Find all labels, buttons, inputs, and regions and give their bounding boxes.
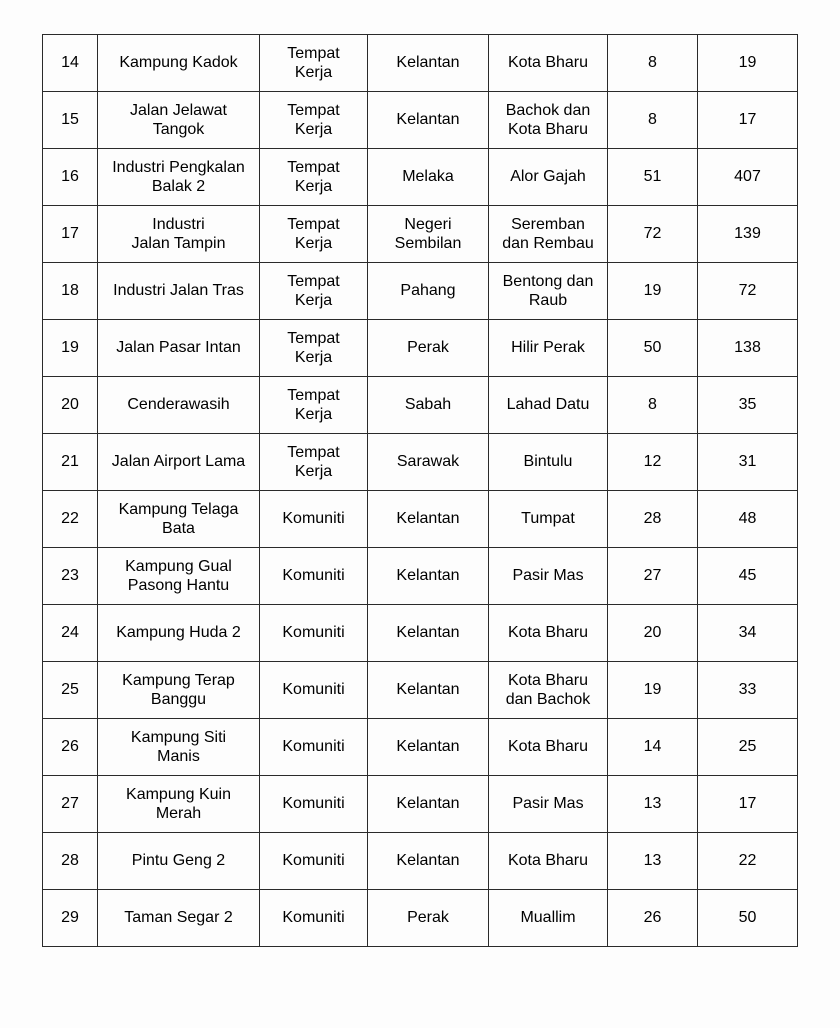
- row-number: 27: [43, 776, 98, 833]
- table-row: [43, 548, 798, 605]
- cluster-state: Sarawak: [368, 434, 489, 491]
- cluster-value-a: 19: [608, 662, 698, 719]
- row-number: 15: [43, 92, 98, 149]
- table-row: [43, 662, 798, 719]
- cluster-state: Kelantan: [368, 833, 489, 890]
- cluster-name: Jalan Jelawat Tangok: [98, 92, 260, 149]
- cluster-category: Komuniti: [260, 833, 368, 890]
- cluster-name: Taman Segar 2: [98, 890, 260, 947]
- cluster-name: Cenderawasih: [98, 377, 260, 434]
- cluster-name: Kampung Kuin Merah: [98, 776, 260, 833]
- cluster-category: Tempat Kerja: [260, 92, 368, 149]
- cluster-value-a: 8: [608, 377, 698, 434]
- cluster-value-b: 72: [698, 263, 798, 320]
- cluster-state: Kelantan: [368, 92, 489, 149]
- cluster-name: Jalan Pasar Intan: [98, 320, 260, 377]
- cluster-state: Kelantan: [368, 491, 489, 548]
- table-row: [43, 434, 798, 491]
- row-number: 25: [43, 662, 98, 719]
- cluster-value-a: 50: [608, 320, 698, 377]
- cluster-category: Komuniti: [260, 605, 368, 662]
- row-number: 14: [43, 35, 98, 92]
- cluster-state: Kelantan: [368, 35, 489, 92]
- cluster-name: Industri Pengkalan Balak 2: [98, 149, 260, 206]
- cluster-district: Pasir Mas: [489, 548, 608, 605]
- cluster-value-b: 33: [698, 662, 798, 719]
- table-row: [43, 263, 798, 320]
- cluster-category: Komuniti: [260, 491, 368, 548]
- cluster-category: Tempat Kerja: [260, 149, 368, 206]
- cluster-state: Negeri Sembilan: [368, 206, 489, 263]
- cluster-district: Muallim: [489, 890, 608, 947]
- table-row: [43, 833, 798, 890]
- cluster-value-b: 139: [698, 206, 798, 263]
- cluster-state: Kelantan: [368, 719, 489, 776]
- cluster-value-b: 50: [698, 890, 798, 947]
- table-row: [43, 35, 798, 92]
- cluster-name: Industri Jalan Tampin: [98, 206, 260, 263]
- row-number: 17: [43, 206, 98, 263]
- cluster-value-a: 28: [608, 491, 698, 548]
- cluster-category: Komuniti: [260, 890, 368, 947]
- cluster-district: Pasir Mas: [489, 776, 608, 833]
- row-number: 23: [43, 548, 98, 605]
- table-row: [43, 149, 798, 206]
- cluster-district: Kota Bharu dan Bachok: [489, 662, 608, 719]
- cluster-table: [42, 34, 798, 947]
- cluster-value-b: 407: [698, 149, 798, 206]
- cluster-value-a: 72: [608, 206, 698, 263]
- cluster-value-b: 48: [698, 491, 798, 548]
- cluster-name: Kampung Terap Banggu: [98, 662, 260, 719]
- cluster-district: Kota Bharu: [489, 833, 608, 890]
- cluster-name: Industri Jalan Tras: [98, 263, 260, 320]
- row-number: 20: [43, 377, 98, 434]
- cluster-value-b: 19: [698, 35, 798, 92]
- cluster-state: Pahang: [368, 263, 489, 320]
- cluster-category: Komuniti: [260, 548, 368, 605]
- cluster-district: Seremban dan Rembau: [489, 206, 608, 263]
- cluster-state: Perak: [368, 890, 489, 947]
- cluster-district: Kota Bharu: [489, 719, 608, 776]
- cluster-category: Tempat Kerja: [260, 35, 368, 92]
- cluster-name: Jalan Airport Lama: [98, 434, 260, 491]
- table-row: [43, 890, 798, 947]
- cluster-value-a: 27: [608, 548, 698, 605]
- row-number: 24: [43, 605, 98, 662]
- cluster-category: Komuniti: [260, 776, 368, 833]
- cluster-category: Tempat Kerja: [260, 320, 368, 377]
- table-row: [43, 605, 798, 662]
- table-row: [43, 206, 798, 263]
- cluster-district: Hilir Perak: [489, 320, 608, 377]
- cluster-value-b: 31: [698, 434, 798, 491]
- cluster-district: Kota Bharu: [489, 35, 608, 92]
- cluster-district: Bentong dan Raub: [489, 263, 608, 320]
- table-row: [43, 719, 798, 776]
- cluster-district: Lahad Datu: [489, 377, 608, 434]
- cluster-state: Melaka: [368, 149, 489, 206]
- cluster-name: Kampung Telaga Bata: [98, 491, 260, 548]
- cluster-category: Komuniti: [260, 662, 368, 719]
- cluster-value-a: 26: [608, 890, 698, 947]
- cluster-value-a: 8: [608, 92, 698, 149]
- cluster-state: Sabah: [368, 377, 489, 434]
- cluster-name: Kampung Huda 2: [98, 605, 260, 662]
- cluster-value-b: 138: [698, 320, 798, 377]
- cluster-state: Kelantan: [368, 662, 489, 719]
- cluster-category: Tempat Kerja: [260, 434, 368, 491]
- cluster-value-b: 25: [698, 719, 798, 776]
- cluster-value-a: 12: [608, 434, 698, 491]
- row-number: 29: [43, 890, 98, 947]
- cluster-category: Tempat Kerja: [260, 206, 368, 263]
- cluster-value-b: 45: [698, 548, 798, 605]
- row-number: 19: [43, 320, 98, 377]
- cluster-value-a: 20: [608, 605, 698, 662]
- row-number: 18: [43, 263, 98, 320]
- table-row: [43, 320, 798, 377]
- cluster-value-a: 8: [608, 35, 698, 92]
- cluster-value-b: 17: [698, 776, 798, 833]
- cluster-state: Kelantan: [368, 776, 489, 833]
- cluster-value-a: 13: [608, 776, 698, 833]
- cluster-name: Pintu Geng 2: [98, 833, 260, 890]
- cluster-name: Kampung Kadok: [98, 35, 260, 92]
- row-number: 28: [43, 833, 98, 890]
- cluster-value-b: 35: [698, 377, 798, 434]
- table-row: [43, 491, 798, 548]
- row-number: 26: [43, 719, 98, 776]
- cluster-value-a: 19: [608, 263, 698, 320]
- row-number: 21: [43, 434, 98, 491]
- cluster-value-b: 17: [698, 92, 798, 149]
- cluster-name: Kampung Siti Manis: [98, 719, 260, 776]
- cluster-state: Kelantan: [368, 605, 489, 662]
- cluster-district: Alor Gajah: [489, 149, 608, 206]
- cluster-state: Kelantan: [368, 548, 489, 605]
- table-row: [43, 377, 798, 434]
- table-row: [43, 92, 798, 149]
- row-number: 22: [43, 491, 98, 548]
- cluster-district: Bachok dan Kota Bharu: [489, 92, 608, 149]
- cluster-district: Bintulu: [489, 434, 608, 491]
- cluster-category: Tempat Kerja: [260, 377, 368, 434]
- cluster-value-b: 34: [698, 605, 798, 662]
- cluster-value-a: 14: [608, 719, 698, 776]
- cluster-value-b: 22: [698, 833, 798, 890]
- table-row: [43, 776, 798, 833]
- table-body: [43, 35, 798, 947]
- cluster-district: Kota Bharu: [489, 605, 608, 662]
- cluster-name: Kampung Gual Pasong Hantu: [98, 548, 260, 605]
- cluster-district: Tumpat: [489, 491, 608, 548]
- cluster-category: Komuniti: [260, 719, 368, 776]
- cluster-category: Tempat Kerja: [260, 263, 368, 320]
- cluster-value-a: 13: [608, 833, 698, 890]
- cluster-state: Perak: [368, 320, 489, 377]
- cluster-value-a: 51: [608, 149, 698, 206]
- row-number: 16: [43, 149, 98, 206]
